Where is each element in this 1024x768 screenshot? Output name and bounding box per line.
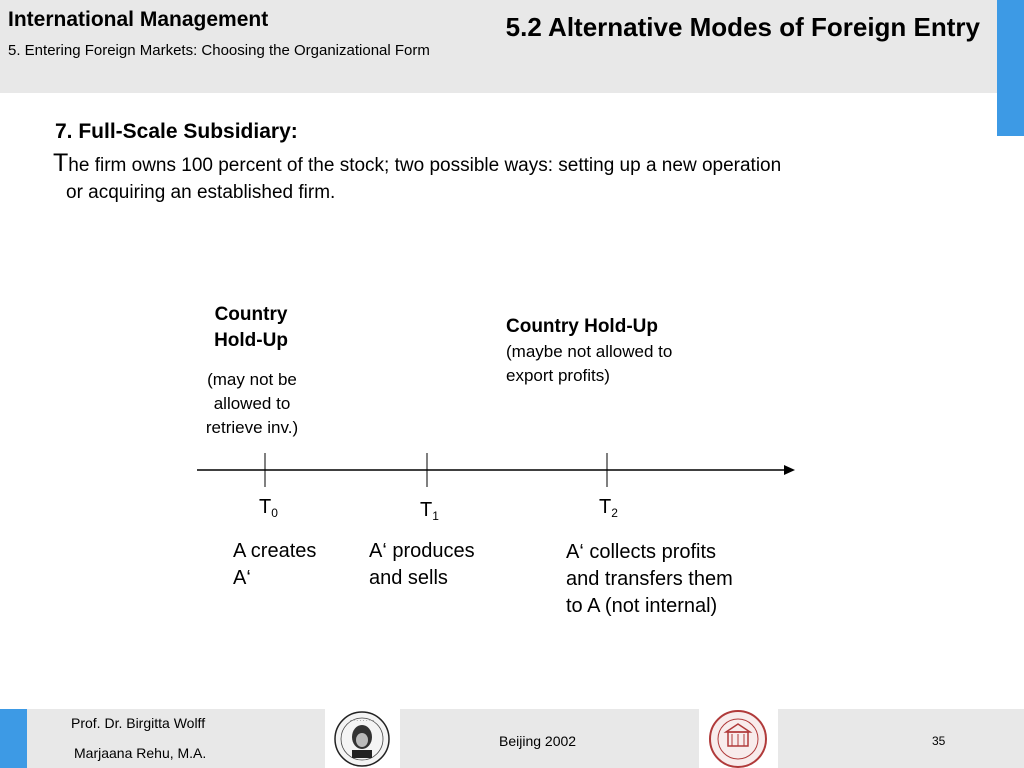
tick-label-t2	[599, 496, 618, 520]
right-holdup-note-line-1: (maybe not allowed to	[506, 342, 673, 361]
left-holdup-title-line-2: Hold-Up	[214, 330, 288, 351]
tick-label-t1	[420, 499, 439, 523]
tick-desc-t0-line-1: A creates	[233, 540, 317, 562]
left-holdup-note-line-2: allowed to	[213, 394, 291, 413]
tick-desc-t1-line-1: A‘ produces	[369, 540, 475, 562]
left-holdup-note-line-1: (may not be	[207, 370, 297, 389]
tick-label-t2-letter: T	[599, 496, 612, 518]
svg-text:· · · · · · · ·: · · · · · · · ·	[350, 718, 374, 724]
section-heading: 7. Full-Scale Subsidiary:	[55, 120, 298, 143]
right-holdup-note-line-2: export profits)	[506, 366, 610, 385]
tick-label-t1-letter: T	[420, 499, 433, 521]
tick-desc-t2-line-2: and transfers them	[566, 568, 733, 590]
footer-author-2: Marjaana Rehu, M.A.	[74, 745, 207, 761]
timeline-arrowhead	[784, 465, 795, 475]
tick-label-t0-letter: T	[259, 496, 272, 518]
course-title: International Management	[8, 8, 269, 31]
chapter-subtitle: 5. Entering Foreign Markets: Choosing the Organizational Form	[8, 42, 430, 59]
footer-accent-bar	[0, 709, 27, 768]
tick-desc-t2	[566, 539, 733, 620]
university-seal-portrait-icon	[326, 710, 398, 768]
tick-label-t0-sub: 0	[271, 506, 278, 520]
left-holdup-note-line-3: retrieve inv.)	[205, 418, 299, 437]
body-text-line-1-rest: he firm owns 100 percent of the stock; two possible ways: setting up a new operation	[68, 155, 782, 176]
body-text-line-2: or acquiring an established firm.	[66, 182, 336, 203]
tick-desc-t0	[233, 538, 316, 592]
tick-desc-t1	[369, 538, 475, 592]
tick-label-t0	[259, 496, 278, 520]
tick-label-t2-sub: 2	[611, 506, 618, 520]
tick-desc-t0-line-2: A‘	[233, 567, 251, 589]
beijing-normal-university-seal-icon	[702, 710, 775, 768]
tick-desc-t2-line-1: A‘ collects profits	[566, 541, 717, 563]
footer-event: Beijing 2002	[499, 733, 577, 749]
slide-title: 5.2 Alternative Modes of Foreign Entry	[505, 12, 980, 42]
tick-desc-t2-line-3: to A (not internal)	[566, 595, 718, 617]
right-holdup-title: Country Hold-Up	[506, 316, 658, 337]
drop-letter: T	[53, 149, 69, 177]
footer-page-number: 35	[932, 734, 946, 748]
tick-label-t1-sub: 1	[432, 509, 439, 523]
footer-author-1: Prof. Dr. Birgitta Wolff	[71, 715, 206, 731]
left-holdup-title-line-1: Country	[214, 304, 288, 325]
tick-desc-t1-line-2: and sells	[369, 567, 448, 589]
